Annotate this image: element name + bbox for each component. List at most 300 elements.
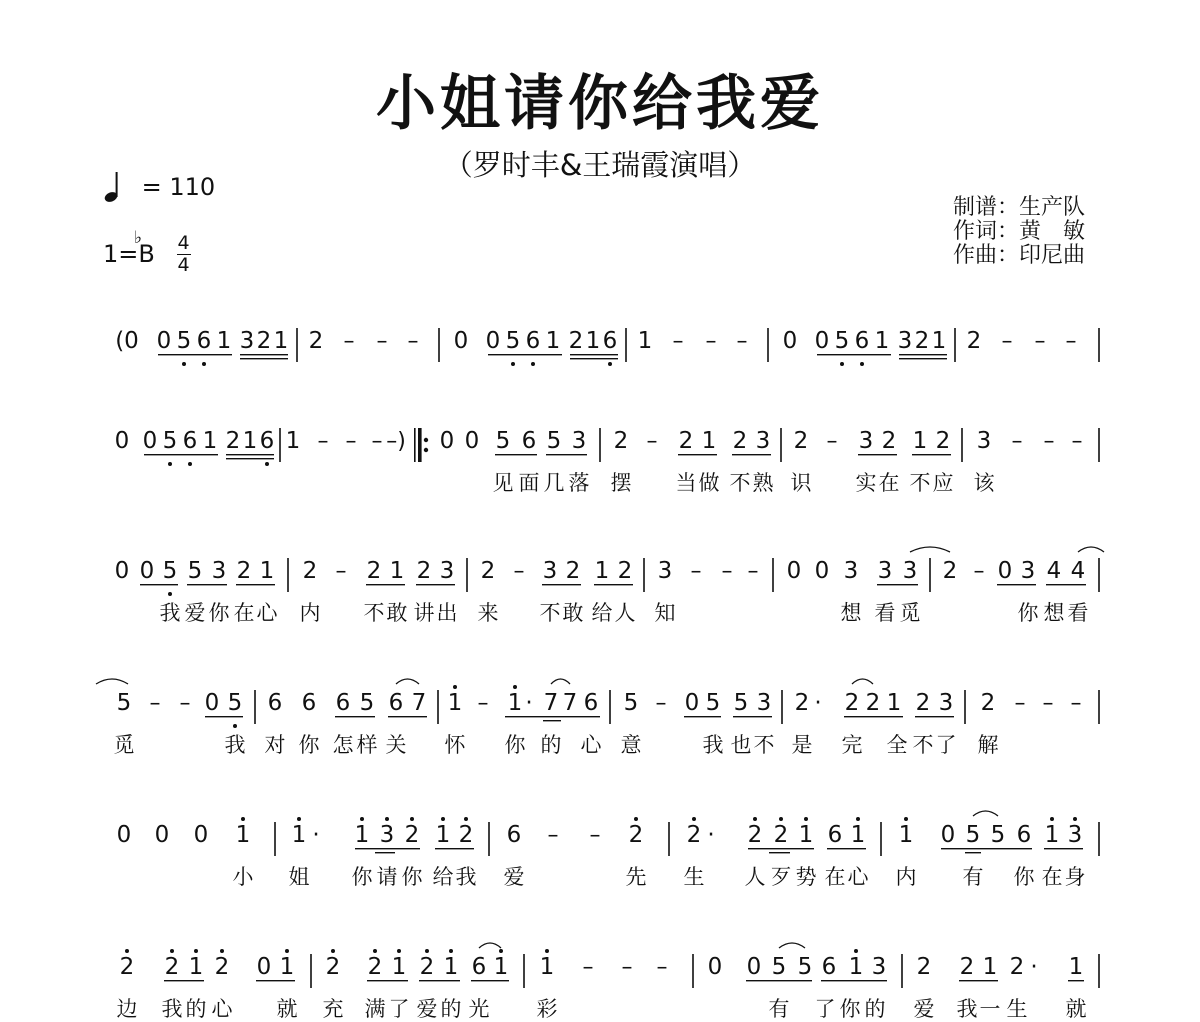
note-digit: 2 — [773, 822, 789, 848]
sixteenth-underline — [570, 358, 618, 359]
note-digit: 1 — [216, 328, 232, 354]
note-digit: 5 — [176, 328, 192, 354]
note-digit: 6 — [583, 690, 599, 716]
note-digit: 0 — [485, 328, 501, 354]
dash-note: – — [317, 429, 329, 454]
note-digit: 3 — [938, 690, 954, 716]
eighth-underline — [827, 848, 866, 849]
note-digit: 0 — [684, 690, 700, 716]
note-digit: 0 — [142, 428, 158, 454]
high-octave-dot — [753, 817, 757, 821]
note-digit: 2 — [942, 558, 958, 584]
tie-slur — [479, 943, 501, 948]
tie-slur — [973, 811, 998, 816]
high-octave-dot — [170, 949, 174, 953]
note-digit: 2 — [747, 822, 763, 848]
high-octave-dot — [360, 817, 364, 821]
lyric-char: 见 — [492, 471, 514, 495]
lyric-char: 爱 — [913, 997, 935, 1021]
note-digit: · — [814, 690, 822, 716]
tie-slur — [910, 547, 950, 552]
score-line-2 — [0, 400, 1200, 496]
barline — [961, 428, 963, 462]
note-digit: 7 — [543, 690, 559, 716]
eighth-underline — [546, 454, 587, 455]
lyric-char: 的 — [185, 997, 207, 1021]
barline — [1098, 954, 1100, 988]
note-digit: 0 — [114, 428, 130, 454]
tempo-marking — [104, 170, 215, 204]
eighth-underline — [416, 584, 455, 585]
credit-lyricist: 作词：黄 敏 — [953, 219, 1086, 244]
lyric-char: 内 — [895, 865, 917, 889]
note-digit: 3 — [439, 558, 455, 584]
note-digit: 2 — [325, 954, 341, 980]
eighth-underline — [366, 584, 405, 585]
high-octave-dot — [385, 817, 389, 821]
note-digit: 2 — [914, 328, 930, 354]
dash-note: – — [376, 329, 388, 354]
note-digit: 1 — [931, 328, 947, 354]
note-digit: · — [1030, 954, 1038, 980]
barline — [523, 954, 525, 988]
lyric-char: 不 — [912, 733, 934, 757]
eighth-underline — [158, 354, 232, 355]
sixteenth-underline — [543, 720, 561, 721]
lyric-char: 落 — [568, 471, 590, 495]
lyric-char: 一 — [979, 997, 1001, 1021]
lyric-char: 你 — [839, 997, 861, 1021]
song-title: 小姐请你给我爱 — [376, 69, 824, 139]
tie-slur — [396, 679, 419, 684]
note-digit: 4 — [1046, 558, 1062, 584]
note-digit: 3 — [239, 328, 255, 354]
eighth-underline — [877, 584, 918, 585]
lyric-char: 在 — [233, 601, 255, 625]
repeat-start-sign — [414, 428, 428, 462]
eighth-underline — [821, 980, 887, 981]
dash-note: – — [477, 691, 489, 716]
high-octave-dot — [331, 949, 335, 953]
barline — [1098, 328, 1100, 362]
barline — [668, 822, 670, 856]
note-digit: 6 — [301, 690, 317, 716]
dash-note: – — [1043, 429, 1055, 454]
high-octave-dot — [397, 949, 401, 953]
time-signature — [177, 234, 191, 275]
eighth-underline — [594, 584, 633, 585]
lyric-char: 在 — [878, 471, 900, 495]
high-octave-dot — [804, 817, 808, 821]
note-digit: 2 — [308, 328, 324, 354]
lyric-char: 是 — [791, 733, 813, 757]
note-digit: 1 — [850, 822, 866, 848]
lyric-char: 你 — [208, 601, 230, 625]
note-digit: 3 — [211, 558, 227, 584]
dash-note: – — [690, 559, 702, 584]
dash-note: – — [621, 955, 633, 980]
lyric-char: 样 — [356, 733, 378, 757]
lyric-char: 该 — [973, 471, 995, 495]
barline — [692, 954, 694, 988]
lyric-char: 完 — [841, 733, 863, 757]
lyric-char: 爱 — [503, 865, 525, 889]
note-digit: 1 — [443, 954, 459, 980]
lyric-char: 怀 — [444, 733, 466, 757]
note-digit: 1 — [1068, 954, 1084, 980]
high-octave-dot — [220, 949, 224, 953]
note-digit: 1 — [279, 954, 295, 980]
barline — [296, 328, 298, 362]
lyric-char: 想 — [1043, 601, 1065, 625]
dash-note: – — [1034, 329, 1046, 354]
score-line-6 — [0, 926, 1200, 1022]
eighth-underline — [335, 716, 375, 717]
note-digit: 2 — [916, 954, 932, 980]
high-octave-dot — [1050, 817, 1054, 821]
eighth-underline — [435, 848, 474, 849]
dash-note: – — [407, 329, 419, 354]
dash-note: – — [589, 823, 601, 848]
note-digit: 2 — [1009, 954, 1025, 980]
note-digit: 5 — [771, 954, 787, 980]
tie-slur — [1078, 547, 1104, 552]
note-digit: 6 — [854, 328, 870, 354]
low-octave-dot — [265, 462, 269, 466]
note-digit: 3 — [871, 954, 887, 980]
lyric-char: 人 — [614, 601, 636, 625]
note-digit: 1 — [354, 822, 370, 848]
note-digit: 3 — [571, 428, 587, 454]
note-digit: 2 — [915, 690, 931, 716]
note-digit: 0 — [814, 558, 830, 584]
note-digit: 5 — [965, 822, 981, 848]
lyric-char: 怎 — [332, 733, 354, 757]
lyric-char: 当 — [675, 471, 697, 495]
lyric-char: 身 — [1064, 865, 1086, 889]
high-octave-dot — [285, 949, 289, 953]
note-digit: 0 — [139, 558, 155, 584]
lyric-char: 姐 — [288, 865, 310, 889]
dash-note: – — [646, 429, 658, 454]
note-digit: 1 — [291, 822, 307, 848]
barline — [767, 328, 769, 362]
lyric-char: 生 — [1006, 997, 1028, 1021]
note-digit: 7 — [562, 690, 578, 716]
lyric-char: 我 — [455, 865, 477, 889]
lyric-char: 应 — [932, 471, 954, 495]
note-digit: 2 — [959, 954, 975, 980]
note-digit: 2 — [480, 558, 496, 584]
note-digit: 3 — [756, 690, 772, 716]
note-digit: 3 — [976, 428, 992, 454]
lyric-char: 也 — [730, 733, 752, 757]
barline — [625, 328, 627, 362]
eighth-underline — [817, 354, 891, 355]
note-digit: 3 — [877, 558, 893, 584]
note-digit: 1 — [435, 822, 451, 848]
note-digit: 1 — [507, 690, 523, 716]
note-digit: 0 — [204, 690, 220, 716]
eighth-underline — [959, 980, 998, 981]
note-digit: 1 — [701, 428, 717, 454]
score-line-4 — [0, 662, 1200, 758]
note-digit: 2 — [302, 558, 318, 584]
note-digit: 2 — [980, 690, 996, 716]
lyric-char: 解 — [977, 733, 999, 757]
note-digit: 5 — [505, 328, 521, 354]
high-octave-dot — [545, 949, 549, 953]
lyric-char: 了 — [814, 997, 836, 1021]
note-digit: 6 — [471, 954, 487, 980]
note-digit: 2 — [367, 954, 383, 980]
note-digit: 0 — [256, 954, 272, 980]
note-digit: 1 — [594, 558, 610, 584]
note-digit: 3 — [1067, 822, 1083, 848]
eighth-underline — [388, 716, 427, 717]
high-octave-dot — [441, 817, 445, 821]
eighth-underline — [542, 584, 581, 585]
note-digit: 0 — [453, 328, 469, 354]
note-digit: 5 — [187, 558, 203, 584]
eighth-underline — [144, 454, 218, 455]
low-octave-dot — [168, 462, 172, 466]
note-digit: 2 — [686, 822, 702, 848]
barline — [488, 822, 490, 856]
note-digit: 1 — [285, 428, 301, 454]
dash-note: – — [672, 329, 684, 354]
barline — [929, 558, 931, 592]
eighth-underline — [236, 584, 275, 585]
note-digit: 2 — [966, 328, 982, 354]
note-digit: 2 — [732, 428, 748, 454]
dash-note: – — [1042, 691, 1054, 716]
lyric-char: 了 — [935, 733, 957, 757]
note-digit: 2 — [678, 428, 694, 454]
barline — [310, 954, 312, 988]
lyric-char: 边 — [116, 997, 138, 1021]
barline — [279, 428, 281, 462]
eighth-underline — [997, 584, 1036, 585]
lyric-char: 内 — [299, 601, 321, 625]
note-digit: 3 — [902, 558, 918, 584]
high-octave-dot — [373, 949, 377, 953]
note-digit: · — [312, 822, 320, 848]
lyric-char: 的 — [864, 997, 886, 1021]
credits-block — [953, 196, 1085, 268]
note-digit: (0 — [115, 328, 139, 354]
barline — [438, 328, 440, 362]
note-digit: 2 — [164, 954, 180, 980]
note-digit: 0 — [940, 822, 956, 848]
lyric-char: 就 — [276, 997, 298, 1021]
note-digit: 1 — [242, 428, 258, 454]
flat-sign: ♭ — [134, 228, 143, 248]
note-digit: 5 — [990, 822, 1006, 848]
eighth-underline — [912, 454, 951, 455]
note-digit: 2 — [119, 954, 135, 980]
note-digit: 1 — [637, 328, 653, 354]
low-octave-dot — [202, 362, 206, 366]
eighth-underline — [1046, 584, 1086, 585]
lyric-char: 有 — [768, 997, 790, 1021]
note-digit: 1 — [585, 328, 601, 354]
time-signature-top: 4 — [177, 232, 190, 254]
score-line-1 — [0, 300, 1200, 396]
lyric-char: 看 — [874, 601, 896, 625]
eighth-underline — [858, 454, 897, 455]
tempo-equals: = — [141, 173, 162, 201]
note-digit: 2 — [225, 428, 241, 454]
key-signature — [103, 228, 191, 276]
high-octave-dot — [854, 949, 858, 953]
eighth-underline — [746, 980, 812, 981]
eighth-underline — [1044, 848, 1083, 849]
dash-note: – — [179, 691, 191, 716]
credit-transcriber: 制谱：生产队 — [953, 195, 1086, 220]
lyric-char: 充 — [322, 997, 344, 1021]
lyric-char: 你 — [401, 865, 423, 889]
barline — [1098, 822, 1100, 856]
lyric-char: 讲 — [413, 601, 435, 625]
note-digit: 6 — [525, 328, 541, 354]
note-digit: 2 — [617, 558, 633, 584]
lyric-char: 识 — [790, 471, 812, 495]
lyric-char: 生 — [683, 865, 705, 889]
high-octave-dot — [297, 817, 301, 821]
eighth-underline — [205, 716, 243, 717]
lyric-char: 不 — [363, 601, 385, 625]
note-digit: 0 — [193, 822, 209, 848]
dash-note: – — [705, 329, 717, 354]
note-digit: · — [525, 690, 533, 716]
note-digit: 1 — [912, 428, 928, 454]
dash-note: – — [371, 429, 383, 454]
note-digit: 1 — [235, 822, 251, 848]
note-digit: 6 — [388, 690, 404, 716]
note-digit: 1 — [273, 328, 289, 354]
low-octave-dot — [840, 362, 844, 366]
sixteenth-underline — [899, 358, 947, 359]
lyric-char: 了 — [388, 997, 410, 1021]
note-digit: 3 — [843, 558, 859, 584]
note-digit: 5 — [546, 428, 562, 454]
lyric-char: 的 — [540, 733, 562, 757]
eighth-underline — [187, 584, 227, 585]
note-digit: 6 — [827, 822, 843, 848]
eighth-underline — [570, 354, 618, 355]
lyric-char: 关 — [385, 733, 407, 757]
low-octave-dot — [168, 592, 172, 596]
barline — [287, 558, 289, 592]
barline — [609, 690, 611, 724]
lyric-char: 心 — [847, 865, 869, 889]
note-digit: 0 — [154, 822, 170, 848]
lyric-char: 熟 — [752, 471, 774, 495]
note-digit: 5 — [705, 690, 721, 716]
note-digit: 0 — [782, 328, 798, 354]
barline — [437, 690, 439, 724]
low-octave-dot — [511, 362, 515, 366]
dash-note: – — [513, 559, 525, 584]
note-digit: 5 — [495, 428, 511, 454]
dash-note: – — [345, 429, 357, 454]
quarter-note-icon — [104, 170, 122, 204]
note-digit: 2 — [416, 558, 432, 584]
note-digit: 3 — [657, 558, 673, 584]
lyric-char: 你 — [298, 733, 320, 757]
dash-note: – — [1071, 429, 1083, 454]
barline — [274, 822, 276, 856]
low-octave-dot — [182, 362, 186, 366]
note-digit: 6 — [182, 428, 198, 454]
barline — [1098, 428, 1100, 462]
score-line-3 — [0, 530, 1200, 626]
lyric-char: 敢 — [562, 601, 584, 625]
lyric-char: 敢 — [386, 601, 408, 625]
lyric-char: 光 — [468, 997, 490, 1021]
barline — [1098, 690, 1100, 724]
lyric-char: 你 — [1013, 865, 1035, 889]
eighth-underline — [240, 354, 288, 355]
lyric-char: 爱 — [416, 997, 438, 1021]
tempo-bpm: 110 — [169, 173, 216, 201]
high-octave-dot — [425, 949, 429, 953]
note-digit: 5 — [733, 690, 749, 716]
barline — [781, 690, 783, 724]
high-octave-dot — [194, 949, 198, 953]
dash-note: – — [547, 823, 559, 848]
song-subtitle: （罗时丰&王瑞霞演唱） — [443, 148, 757, 182]
note-digit: 2 — [794, 690, 810, 716]
low-octave-dot — [188, 462, 192, 466]
eighth-underline — [844, 716, 903, 717]
barline — [599, 428, 601, 462]
note-digit: 5 — [162, 428, 178, 454]
barline — [880, 822, 882, 856]
note-digit: 0 — [439, 428, 455, 454]
lyric-char: 不 — [909, 471, 931, 495]
note-digit: 3 — [897, 328, 913, 354]
note-digit: 2 — [565, 558, 581, 584]
note-digit: 0 — [156, 328, 172, 354]
dash-note: – — [343, 329, 355, 354]
note-digit: 0 — [746, 954, 762, 980]
barline — [1098, 558, 1100, 592]
note-digit: 6 — [1016, 822, 1032, 848]
lyric-char: 有 — [962, 865, 984, 889]
note-digit: 7 — [411, 690, 427, 716]
note-digit: 1 — [389, 558, 405, 584]
dash-note: – — [1001, 329, 1013, 354]
eighth-underline — [678, 454, 717, 455]
eighth-underline — [684, 716, 721, 717]
lyric-char: 不 — [729, 471, 751, 495]
note-digit: 0 — [114, 558, 130, 584]
lyric-char: 你 — [351, 865, 373, 889]
note-digit: 2 — [214, 954, 230, 980]
note-digit: 5 — [623, 690, 639, 716]
dash-note: – — [149, 691, 161, 716]
note-digit: 6 — [521, 428, 537, 454]
sixteenth-underline — [240, 358, 288, 359]
note-digit: 1 — [539, 954, 555, 980]
eighth-underline — [941, 848, 1032, 849]
lyric-char: 实 — [855, 471, 877, 495]
note-digit: 2 — [628, 822, 644, 848]
sixteenth-underline — [375, 852, 395, 853]
high-octave-dot — [904, 817, 908, 821]
